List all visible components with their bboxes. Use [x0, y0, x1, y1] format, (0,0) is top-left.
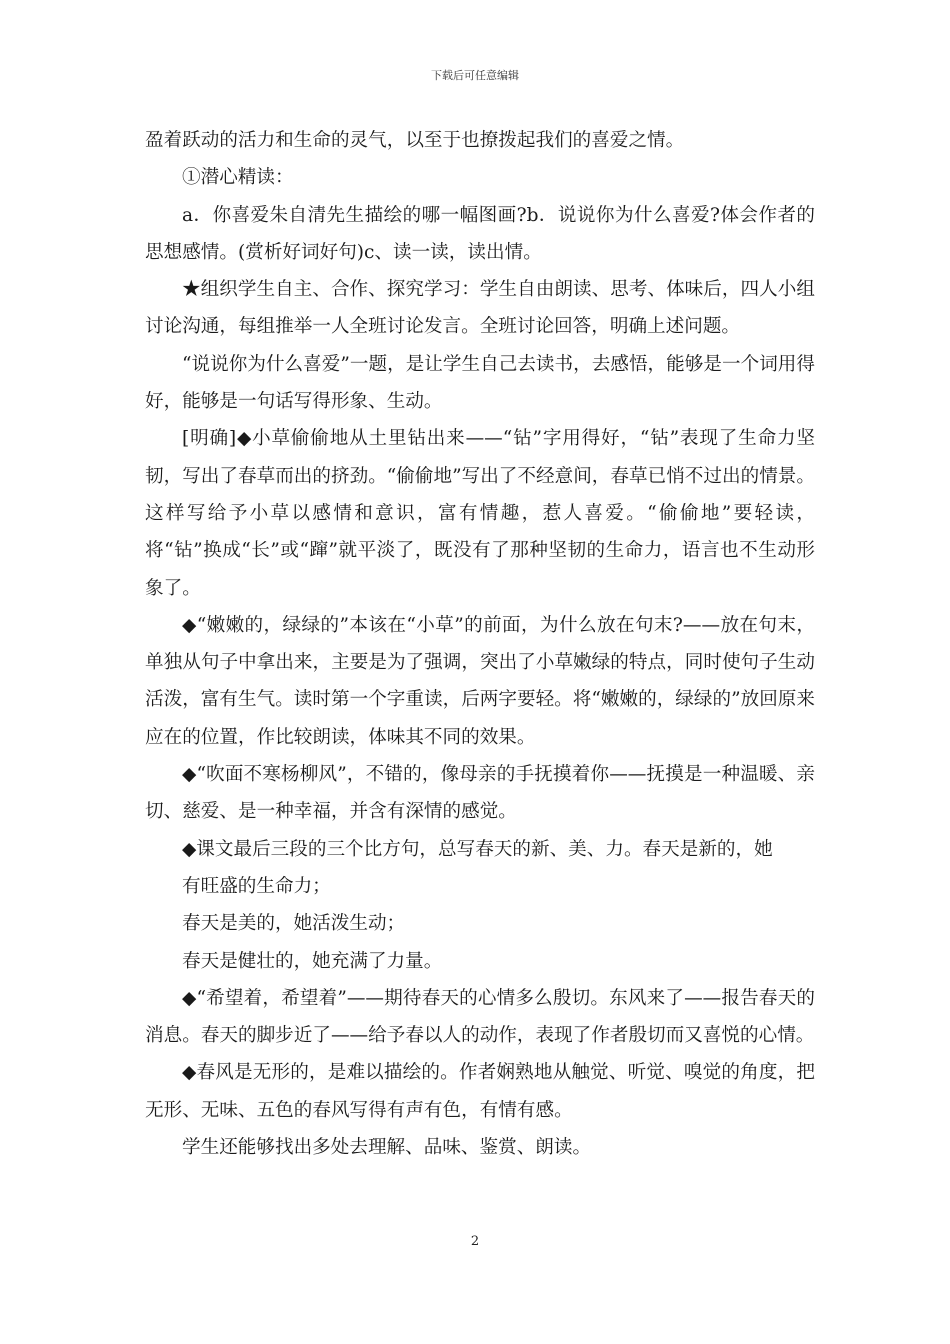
paragraph-12: 春天是健壮的，她充满了力量。	[182, 950, 443, 972]
page-number: 2	[470, 1234, 480, 1249]
paragraph-8: ◆“吹面不寒杨柳风”，不错的，像母亲的手抚摸着你——抚摸是一种温暖、亲切、慈爱、是一种幸福，并含有深情的感觉。	[145, 764, 815, 823]
paragraph-6: [明确]◆小草偷偷地从土里钻出来——“钻”字用得好，“钻”表现了生命力坚韧，写出了春草而出的挤劲。“偷偷地”写出了不经意间，春草已悄不过出的情景。这样写给予小草以感情和意识，富有情趣，惹人喜爱。“偷偷地”要轻读，将“钻”换成“长”或“蹿”就平淡了，既没有了那种坚韧的生命力，语言也不生动形象了。	[145, 428, 815, 599]
paragraph-4: ★组织学生自主、合作、探究学习：学生自由朗读、思考、体味后，四人小组讨论沟通，每组推举一人全班讨论发言。全班讨论回答，明确上述问题。	[145, 279, 815, 338]
paragraph-5: “说说你为什么喜爱”一题，是让学生自己去读书，去感悟，能够是一个词用得好，能够是一句话写得形象、生动。	[145, 353, 815, 413]
page-header: 下载后可任意编辑	[431, 69, 519, 82]
paragraph-7: ◆“嫩嫩的，绿绿的”本该在“小草”的前面，为什么放在句末?——放在句末，单独从句子中拿出来，主要是为了强调，突出了小草嫩绿的特点，同时使句子生动活泼，富有生气。读时第一个字重读，后两字要轻。将“嫩嫩的，绿绿的”放回原来应在的位置，作比较朗读，体味其不同的效果。	[145, 614, 815, 748]
paragraph-9: ◆课文最后三段的三个比方句，总写春天的新、美、力。春天是新的，她	[182, 838, 773, 860]
paragraph-15: 学生还能够找出多处去理解、品味、鉴赏、朗读。	[182, 1137, 592, 1159]
document-body	[145, 122, 815, 1166]
paragraph-10: 有旺盛的生命力；	[182, 875, 331, 897]
paragraph-3: a．你喜爱朱自清先生描绘的哪一幅图画?b．说说你为什么喜爱?体会作者的思想感情。(赏析好词好句)c、读一读，读出情。	[145, 204, 815, 263]
paragraph-2: ①潜心精读：	[182, 167, 294, 189]
paragraph-11: 春天是美的，她活泼生动；	[182, 913, 406, 935]
paragraph-14: ◆春风是无形的，是难以描绘的。作者娴熟地从触觉、听觉、嗅觉的角度，把无形、无味、五色的春风写得有声有色，有情有感。	[145, 1062, 815, 1121]
paragraph-1: 盈着跃动的活力和生命的灵气，以至于也撩拨起我们的喜爱之情。	[145, 130, 685, 151]
paragraph-13: ◆“希望着，希望着”——期待春天的心情多么殷切。东风来了——报告春天的消息。春天的脚步近了——给予春以人的动作，表现了作者殷切而又喜悦的心情。	[145, 987, 815, 1047]
